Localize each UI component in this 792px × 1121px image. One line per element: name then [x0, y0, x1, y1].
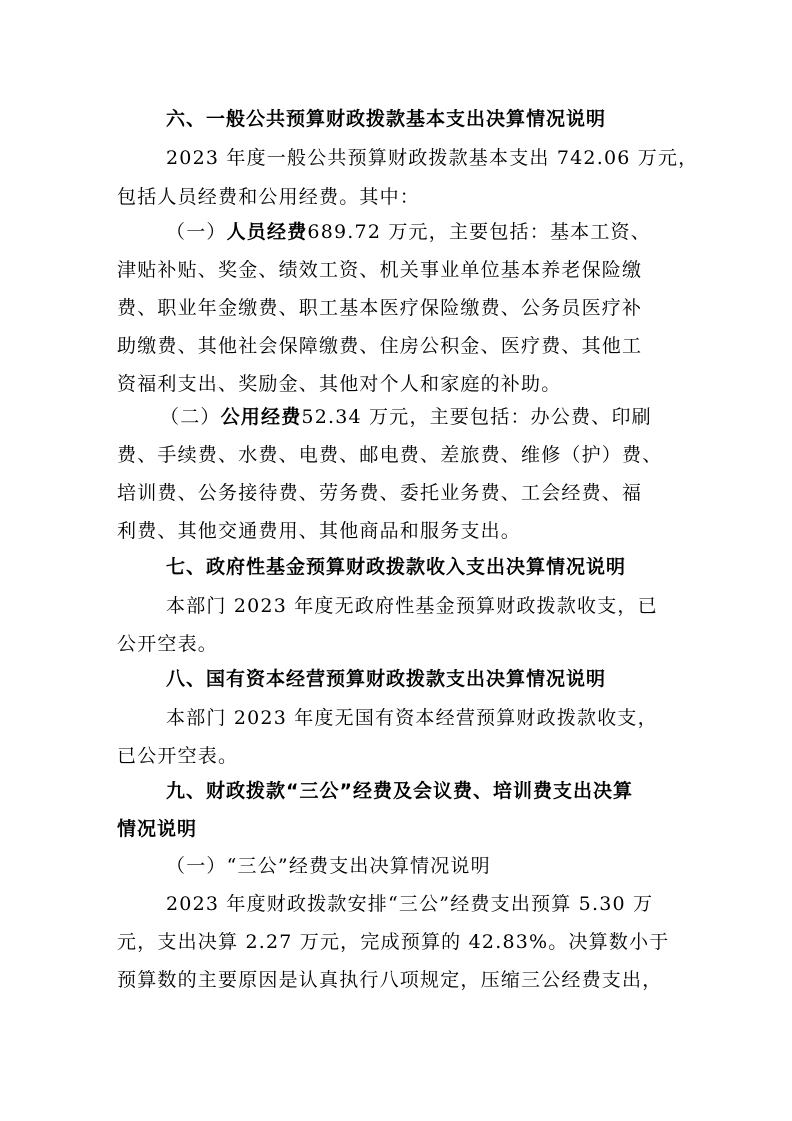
section-8-heading: 八、国有资本经营预算财政拨款支出决算情况说明 [166, 668, 607, 690]
paragraph-line: 预算数的主要原因是认真执行八项规定，压缩三公经费支出， [117, 969, 663, 991]
subsection-heading: （一）“三公”经费支出决算情况说明 [166, 855, 491, 877]
paragraph-line: 本部门 2023 年度无国有资本经营预算财政拨款收支， [166, 707, 658, 729]
item-prefix: （一） [166, 221, 227, 243]
section-9-heading: 九、财政拨款“三公”经费及会议费、培训费支出决算 [166, 780, 633, 802]
paragraph-line: 本部门 2023 年度无政府性基金预算财政拨款收支，已 [166, 595, 658, 617]
paragraph-line: 包括人员经费和公用经费。其中： [117, 186, 421, 208]
personnel-expense-label: 人员经费 [226, 221, 308, 243]
paragraph-line: 助缴费、其他社会保障缴费、住房公积金、医疗费、其他工 [117, 335, 643, 357]
paragraph-line: 培训费、公务接待费、劳务费、委托业务费、工会经费、福 [117, 482, 643, 504]
paragraph-text: 52.34 万元，主要包括：办公费、印刷 [301, 406, 652, 428]
paragraph-line: 费、手续费、水费、电费、邮电费、差旅费、维修（护）费、 [117, 444, 663, 466]
section-7-heading: 七、政府性基金预算财政拨款收入支出决算情况说明 [166, 556, 627, 578]
paragraph-line: 公开空表。 [117, 633, 219, 655]
public-expense-label: 公用经费 [220, 406, 302, 428]
paragraph-line: 资福利支出、奖励金、其他对个人和家庭的补助。 [117, 373, 562, 395]
paragraph-line: 津贴补贴、奖金、绩效工资、机关事业单位基本养老保险缴 [117, 259, 643, 281]
personnel-expense-line [166, 220, 651, 244]
paragraph-line: 利费、其他交通费用、其他商品和服务支出。 [117, 520, 522, 542]
paragraph-line: 费、职业年金缴费、职工基本医疗保险缴费、公务员医疗补 [117, 297, 643, 319]
paragraph-line: 已公开空表。 [117, 745, 239, 767]
paragraph-line: 元，支出决算 2.27 万元，完成预算的 42.83%。决算数小于 [117, 931, 670, 953]
section-9-heading-cont: 情况说明 [117, 818, 198, 840]
item-prefix: （二） [160, 406, 221, 428]
paragraph-text: 689.72 万元，主要包括：基本工资、 [307, 221, 651, 243]
public-expense-line [160, 405, 652, 429]
section-6-heading: 六、一般公共预算财政拨款基本支出决算情况说明 [166, 108, 607, 130]
paragraph-line: 2023 年度财政拨款安排“三公”经费支出预算 5.30 万 [166, 893, 654, 915]
paragraph-line: 2023 年度一般公共预算财政拨款基本支出 742.06 万元， [166, 147, 699, 169]
